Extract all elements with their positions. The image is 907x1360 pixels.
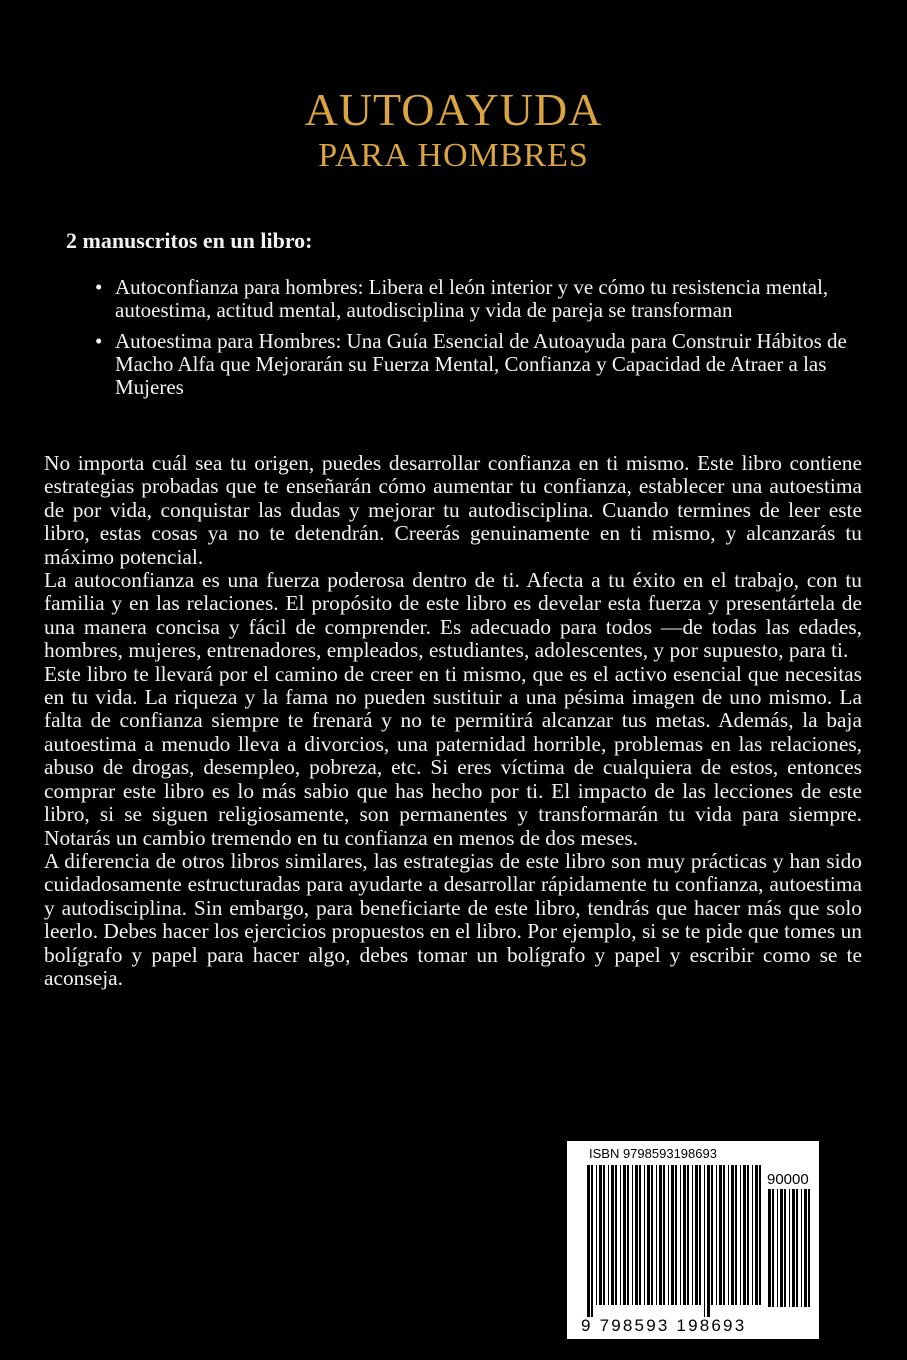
bullet-icon: • — [95, 275, 103, 299]
barcode-bar — [644, 1165, 645, 1305]
barcode-bar — [719, 1165, 722, 1305]
isbn-barcode-box — [567, 1141, 819, 1339]
barcode-bar — [591, 1165, 593, 1317]
barcode-bar — [777, 1189, 778, 1307]
barcode-bar — [731, 1165, 734, 1305]
barcode-bar — [735, 1165, 737, 1305]
barcode-icon — [587, 1165, 763, 1317]
barcode-bar — [611, 1165, 614, 1305]
barcode-bar — [627, 1165, 629, 1305]
barcode-bar — [692, 1165, 693, 1305]
book-description — [44, 452, 862, 990]
barcode-bar — [711, 1165, 713, 1305]
description-paragraph: La autoconfianza es una fuerza poderosa dentro de ti. Afecta a tu éxito en el trabajo, con tu familia y en las relaciones. El propósito de este libro es develar esta fuerza y presentártela de una manera concisa y fácil de comprender. Es adecuado para todos —de todas las edades, hombres, mujeres, entrenadores, empleados, estudiantes, adolescentes, y por supuesto, para ti. — [44, 568, 862, 663]
barcode-bar — [784, 1189, 786, 1307]
barcode-bar — [752, 1165, 753, 1305]
barcode-bar — [687, 1165, 689, 1305]
manuscripts-intro: 2 manuscritos en un libro: — [66, 228, 313, 253]
barcode-bar — [620, 1165, 621, 1305]
isbn-label: ISBN 9798593198693 — [589, 1146, 717, 1161]
barcode-bar — [668, 1165, 669, 1305]
manuscript-title: Autoconfianza para hombres: Libera el león interior y ve cómo tu resistencia mental, autoestima, actitud mental, autodisciplina y vida de pareja se transforman — [115, 275, 829, 322]
barcode-bar — [596, 1165, 597, 1305]
barcode-bar — [707, 1165, 710, 1317]
barcode-bar — [587, 1165, 590, 1317]
manuscript-title: Autoestima para Hombres: Una Guía Esencial de Autoayuda para Construir Hábitos de Macho Alfa que Mejorarán su Fuerza Mental, Confianza y Capacidad de Atraer a las Mujeres — [115, 329, 847, 399]
description-paragraph: A diferencia de otros libros similares, las estrategias de este libro son muy prácticas y han sido cuidadosamente estructuradas para ayudarte a desarrollar rápidamente tu confianza, autoestima y autodisciplina. Sin embargo, para beneficiarte de este libro, tendrás que hacer más que solo leerlo. Debes hacer los ejercicios propuestos en el libro. Por ejemplo, si se te pide que tomes un bolígrafo y papel para hacer algo, debes tomar un bolígrafo y papel y escribir como se te aconseja. — [44, 848, 862, 990]
barcode-bar — [647, 1165, 650, 1305]
barcode-bar — [728, 1165, 729, 1305]
barcode-bar — [755, 1165, 758, 1305]
barcode-digits: 9 798593 198693 — [581, 1316, 747, 1335]
barcode-bar — [599, 1165, 602, 1305]
barcode-bar — [772, 1189, 774, 1307]
barcode-bar — [792, 1189, 795, 1307]
barcode-bar — [615, 1165, 617, 1305]
barcode-bar — [656, 1165, 657, 1305]
barcode-bar — [632, 1165, 633, 1305]
barcode-bar — [623, 1165, 626, 1305]
barcode-bar — [704, 1165, 705, 1317]
barcode-bar — [808, 1189, 810, 1307]
barcode-bar — [801, 1189, 802, 1307]
list-item — [95, 276, 875, 322]
barcode-bar — [716, 1165, 717, 1305]
barcode-bar — [659, 1165, 662, 1305]
barcode-bar — [759, 1165, 761, 1305]
barcode-bar — [695, 1165, 698, 1305]
price-code: 90000 — [767, 1171, 809, 1188]
barcode-bar — [680, 1165, 681, 1305]
barcode-addon-icon — [768, 1189, 812, 1319]
barcode-bar — [603, 1165, 605, 1305]
barcode-bar — [671, 1165, 674, 1305]
barcode-bar — [804, 1189, 807, 1307]
barcode-bar — [663, 1165, 665, 1305]
barcode-bar — [723, 1165, 725, 1305]
barcode-bar — [608, 1165, 609, 1305]
barcode-bar — [635, 1165, 638, 1305]
barcode-bar — [743, 1165, 746, 1305]
barcode-bar — [796, 1189, 798, 1307]
barcode-bar — [639, 1165, 641, 1305]
manuscript-list — [95, 276, 875, 407]
description-paragraph: Este libro te llevará por el camino de creer en ti mismo, que es el activo esencial que necesitas en tu vida. La riqueza y la fama no pueden sustituir a una pésima imagen de uno mismo. La falta de confianza siempre te frenará y no te permitirá alcanzar tus metas. Además, la baja autoestima a menudo lleva a divorcios, una paternidad horrible, problemas en las relaciones, abuso de drogas, desempleo, pobreza, etc. Si eres víctima de cualquiera de estos, entonces comprar este libro es lo más sabio que has hecho por ti. El impacto de las lecciones de este libro, si se siguen religiosamente, son permanentes y transformarán tu vida para siempre. Notarás un cambio tremendo en tu confianza en menos de dos meses. — [44, 661, 862, 850]
list-item — [95, 330, 875, 399]
barcode-bar — [780, 1189, 783, 1307]
barcode-bar — [699, 1165, 701, 1305]
title-main: AUTOAYUDA — [304, 84, 603, 135]
barcode-bar — [651, 1165, 653, 1305]
barcode-bar — [740, 1165, 741, 1305]
description-paragraph: No importa cuál sea tu origen, puedes desarrollar confianza en ti mismo. Este libro contiene estrategias probadas que te enseñarán cómo aumentar tu confianza, establecer una autoestima de por vida, conquistar las dudas y mejorar tu autodisciplina. Cuando termines de leer este libro, estas cosas ya no te detendrán. Creerás genuinamente en ti mismo, y alcanzarás tu máximo potencial. — [44, 451, 862, 569]
bullet-icon: • — [95, 329, 103, 353]
title-subtitle: PARA HOMBRES — [318, 137, 589, 174]
barcode-bar — [747, 1165, 749, 1305]
barcode-bar — [675, 1165, 677, 1305]
barcode-bar — [789, 1189, 790, 1307]
book-title — [0, 84, 907, 176]
barcode-bar — [768, 1189, 771, 1307]
barcode-bar — [683, 1165, 686, 1305]
